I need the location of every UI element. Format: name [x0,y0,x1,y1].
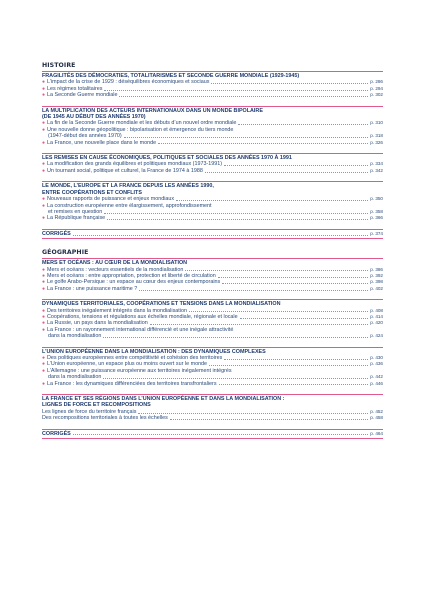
toc-entry[interactable]: ● La France, une nouvelle place dans le monde p. 326 [42,139,383,146]
toc-entry[interactable]: Les lignes de force du territoire français p. 452 [42,408,383,415]
section-title-histoire: HISTOIRE [42,62,76,69]
toc-entry-corriges[interactable]: CORRIGÉS p. 374 [42,230,383,237]
bullet-icon: ● [42,85,46,92]
chapter-histoire-4 [42,181,383,221]
chapter-title: L’UNION EUROPÉENNE DANS LA MONDIALISATION : DES DYNAMIQUES COMPLEXES [42,348,266,355]
bullet-icon: ● [42,326,46,333]
bullet-icon: ● [42,361,46,368]
bullet-icon: ● [42,367,46,374]
toc-entry[interactable]: ● Mers et océans : entre appropriation, protection et liberté de circulation p. 392 [42,272,383,279]
chapter-geographie-3 [42,347,383,387]
toc-entry[interactable]: ● La République française p. 366 [42,215,383,222]
bullet-icon: ● [42,126,46,133]
chapter-histoire-2 [42,106,383,146]
toc-entry-continuation[interactable]: dans la mondialisation p. 442 [48,374,383,381]
bullet-icon: ● [42,307,46,314]
toc-entry[interactable]: ● La Russie, un pays dans la mondialisation p. 420 [42,320,383,327]
toc-entry[interactable]: ● Un tournant social, politique et culturel, la France de 1974 à 1988 p. 342 [42,167,383,174]
toc-entry[interactable]: ● Coopérations, tensions et régulations aux échelles mondiale, régionale et locale p. 414 [42,313,383,320]
chapter-title: LES REMISES EN CAUSE ÉCONOMIQUES, POLITIQUES ET SOCIALES DES ANNÉES 1970 À 1991 [42,155,292,162]
bullet-icon: ● [42,355,46,361]
chapter-geographie-2 [42,299,383,339]
toc-entry[interactable]: ● La modification des grands équilibres et politiques mondiaux (1973-1991) p. 334 [42,161,383,168]
bullet-icon: ● [42,79,46,86]
toc-entry[interactable]: ● Des territoires inégalement intégrés dans la mondialisation p. 408 [42,307,383,314]
toc-entry[interactable]: ● L’impact de la crise de 1929 : déséquilibres économiques et sociaux p. 286 [42,79,383,86]
bullet-icon: ● [42,92,46,99]
bullet-icon: ● [42,285,46,292]
chapter-title-line: ENTRE COOPÉRATIONS ET CONFLITS [42,189,142,196]
bullet-icon: ● [42,266,46,273]
toc-entry-continuation[interactable]: (1947-début des années 1970) p. 318 [48,133,383,140]
chapter-histoire-1 [42,71,383,99]
bullet-icon: ● [42,202,46,209]
toc-entry[interactable]: ● Des politiques européennes entre compétitivité et cohésion des territoires p. 430 [42,355,383,361]
bullet-icon: ● [42,279,46,286]
chapter-title: DYNAMIQUES TERRITORIALES, COOPÉRATIONS ET TENSIONS DANS LA MONDIALISATION [42,301,281,308]
toc-entry[interactable]: ● La France : les dynamiques différenciées des territoires transfrontaliers p. 446 [42,380,383,387]
toc-entry[interactable]: Des recompositions territoriales à toutes les échelles p. 458 [42,415,383,422]
chapter-title: FRAGILITÉS DES DÉMOCRATIES, TOTALITARISMES ET SECONDE GUERRE MONDIALE (1929-1945) [42,73,300,79]
toc-entry[interactable]: ● L’Union européenne, un espace plus ou moins ouvert sur le monde p. 436 [42,361,383,368]
chapter-title: MERS ET OCÉANS : AU CŒUR DE LA MONDIALISATION [42,260,188,267]
chapter-geographie-4 [42,394,383,422]
toc-entry[interactable]: ● La France : un rayonnement international différencié et une inégale attractivité [42,326,234,333]
bullet-icon: ● [42,320,46,327]
toc-entry-continuation[interactable]: et remises en question p. 358 [48,208,383,215]
bullet-icon: ● [42,139,46,146]
chapter-title-line: LIGNES DE FORCE ET RECOMPOSITIONS [42,402,151,409]
section-title-geographie: GÉOGRAPHIE [42,249,89,257]
toc-entry[interactable]: ● La construction européenne entre élargissement, approfondissement [42,202,212,209]
table-of-contents [42,62,383,439]
chapter-title-line: (DE 1945 AU DÉBUT DES ANNÉES 1970) [42,114,146,121]
chapter-histoire-3 [42,153,383,174]
corriges-histoire [42,229,383,239]
chapter-title-line: LA FRANCE ET SES RÉGIONS DANS L’UNION EUROPÉENNE ET DANS LA MONDIALISATION : [42,396,285,403]
toc-entry-corriges[interactable]: CORRIGÉS p. 464 [42,430,383,437]
toc-entry[interactable]: ● La fin de la Seconde Guerre mondiale et les débuts d’un nouvel ordre mondiale p. 310 [42,120,383,127]
bullet-icon: ● [42,215,46,222]
corriges-geographie [42,429,383,439]
bullet-icon: ● [42,167,46,174]
bullet-icon: ● [42,161,46,168]
toc-entry[interactable]: ● Nouveaux rapports de puissance et enjeux mondiaux p. 350 [42,196,383,203]
bullet-icon: ● [42,313,46,320]
bullet-icon: ● [42,272,46,279]
bullet-icon: ● [42,380,46,387]
toc-entry[interactable]: ● La Seconde Guerre mondiale p. 302 [42,92,383,99]
toc-entry-continuation[interactable]: dans la mondialisation p. 424 [48,333,383,340]
toc-entry[interactable]: ● La France : une puissance maritime ? p. 402 [42,285,383,292]
bullet-icon: ● [42,120,46,127]
toc-entry[interactable]: ● Mers et océans : vecteurs essentiels de la mondialisation p. 386 [42,266,383,273]
bullet-icon: ● [42,196,46,203]
chapter-geographie-1 [42,258,383,292]
toc-entry[interactable]: ● Les régimes totalitaires p. 294 [42,85,383,92]
toc-entry[interactable]: ● Le golfe Arabo-Persique : un espace au cœur des enjeux contemporains p. 398 [42,279,383,286]
chapter-title-line: LE MONDE, L’EUROPE ET LA FRANCE DEPUIS LES ANNÉES 1990, [42,183,214,190]
chapter-title-line: LA MULTIPLICATION DES ACTEURS INTERNATIONAUX DANS UN MONDE BIPOLAIRE [42,107,263,114]
toc-entry[interactable]: ● Une nouvelle donne géopolitique : bipolarisation et émergence du tiers monde [42,126,234,133]
toc-entry[interactable]: ● L’Allemagne : une puissance européenne aux territoires inégalement intégrés [42,367,232,374]
